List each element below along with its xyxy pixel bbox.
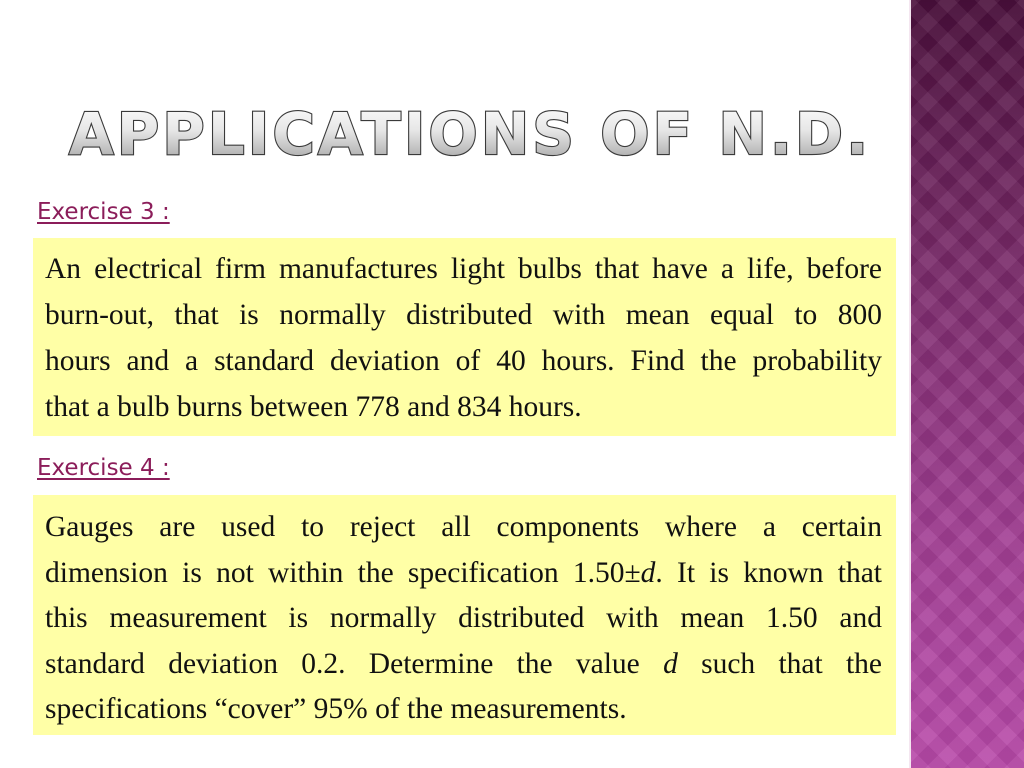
exercise-4-line-3: this measurement is normally distributed with mean 1.50 and [45,602,882,634]
exercise-3-line-3: hours and a standard deviation of 40 hours. Find the probability [45,345,882,377]
exercise-3-label: Exercise 3 : [37,199,170,225]
variable-d: d [663,647,678,680]
slide-title: APPLICATIONS OF N.D. [68,100,872,168]
exercise-3-problem-box [33,238,896,436]
slide-title-container [60,92,880,172]
exercise-4-problem-box [33,495,896,735]
exercise-4-line-5: specifications “cover” 95% of the measurements. [45,693,627,725]
exercise-3-line-2: burn-out, that is normally distributed with mean equal to 800 [45,299,882,331]
exercise-4-line-2-part-b: . It is known that [655,556,882,589]
slide-title-graphic [60,92,880,172]
exercise-4-line-1: Gauges are used to reject all components where a certain [45,511,882,543]
exercise-4-line-2 [45,551,882,597]
exercise-4-line-4-part-a: standard deviation 0.2. Determine the value [45,647,664,680]
exercise-3-line-4: that a bulb burns between 778 and 834 hours. [45,391,582,423]
exercise-4-line-2-part-a: dimension is not within the specification 1.50± [45,556,641,589]
exercise-4-line-4 [45,642,882,688]
exercise-3-line-1: An electrical firm manufactures light bulbs that have a life, before [45,253,882,285]
exercise-4-line-4-part-b: such that the [677,647,882,680]
exercise-4-label: Exercise 4 : [37,455,170,481]
decorative-side-panel [911,0,1024,768]
variable-d: d [640,556,656,589]
